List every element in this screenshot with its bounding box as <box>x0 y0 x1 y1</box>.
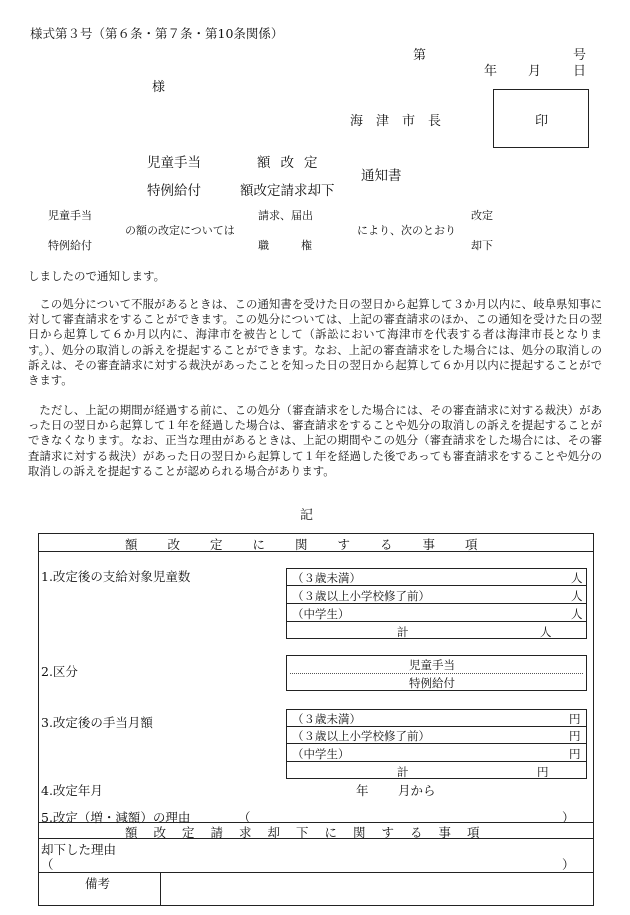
item4-month: 月から <box>398 783 436 798</box>
notice-option-request: 請求、届出 <box>258 209 313 222</box>
item3-label: 3.改定後の手当月額 <box>41 715 153 730</box>
item2-option-special-benefit: 特例給付 <box>409 676 455 690</box>
item3-row1-label: （３歳未満） <box>292 712 361 726</box>
item3-total-unit: 円 <box>537 765 549 779</box>
form-number: 様式第３号（第６条・第７条・第10条関係） <box>30 26 284 41</box>
item1-label: 1.改定後の支給対象児童数 <box>41 569 191 584</box>
item1-row2-unit: 人 <box>571 589 583 603</box>
item2-label: 2.区分 <box>41 664 78 679</box>
seal-box <box>493 89 589 148</box>
ki-heading: 記 <box>300 508 314 523</box>
item3-row1-unit: 円 <box>569 712 581 726</box>
item1-row3-label: （中学生） <box>292 607 350 621</box>
rejection-open-paren: （ <box>41 857 54 872</box>
item3-row2-label: （３歳以上小学校修了前） <box>292 729 430 743</box>
seal-label: 印 <box>535 114 549 129</box>
item1-row1-unit: 人 <box>571 571 583 585</box>
remarks-label: 備考 <box>85 876 111 891</box>
item5-open-paren: （ <box>238 810 251 825</box>
notice-text-1: の額の改定については <box>125 224 235 237</box>
notice-option-revise: 改定 <box>471 209 493 222</box>
item5-label: 5.改定（増・減額）の理由 <box>41 810 191 825</box>
issuer-name: 海津市長 <box>350 114 455 129</box>
item4-year: 年 <box>356 783 369 798</box>
section1-header: 額改定に関する事項 <box>125 537 508 552</box>
title-special-benefit: 特例給付 <box>147 183 201 199</box>
title-amount-revision: 額改定 <box>257 155 328 171</box>
date-day: 日 <box>573 64 587 79</box>
rejection-reason-label: 却下した理由 <box>41 842 117 857</box>
notice-option-reject: 却下 <box>471 239 493 252</box>
addressee-suffix: 様 <box>152 80 166 95</box>
item1-total-unit: 人 <box>540 625 552 639</box>
item3-row3-label: （中学生） <box>292 747 350 761</box>
appeal-paragraph-2: ただし、上記の期間が経過する前に、この処分（審査請求をした場合には、その審査請求に対する裁決）があった日の翌日から起算して１年を経過した場合は、審査請求をすることや処分の取消しの訴えを提起することができなくなります。なお、正当な理由があるときは、上記の期間やこの処分（審査請求をした場合には、その審査請求に対する裁決）があった日の翌日から起算して１年を経過した後であっても審査請求をすることや処分の取消しの訴えを提起することが認められる場合があります。 <box>28 403 602 478</box>
date-month: 月 <box>528 64 542 79</box>
item4-label: 4.改定年月 <box>41 783 103 798</box>
item2-option-child-allowance: 児童手当 <box>409 658 455 672</box>
notice-option-child-allowance: 児童手当 <box>48 209 92 222</box>
notice-text-2: により、次のとおり <box>357 224 456 237</box>
item3-row2-unit: 円 <box>569 729 581 743</box>
item3-row3-unit: 円 <box>569 747 581 761</box>
item3-total-label: 計 <box>397 765 409 779</box>
item1-row2-label: （３歳以上小学校修了前） <box>292 589 430 603</box>
item1-row1-label: （３歳未満） <box>292 571 361 585</box>
notice-option-authority: 職権 <box>258 239 344 252</box>
document-number-suffix: 号 <box>573 48 587 63</box>
notice-closing: しましたので通知します。 <box>28 269 166 283</box>
title-notice: 通知書 <box>361 168 402 184</box>
item1-row3-unit: 人 <box>571 607 583 621</box>
rejection-close-paren: ） <box>562 857 575 872</box>
notice-option-special-benefit: 特例給付 <box>48 239 92 252</box>
document-number-prefix: 第 <box>413 48 427 63</box>
appeal-paragraph-1: この処分について不服があるときは、この通知書を受けた日の翌日から起算して３か月以内に、岐阜県知事に対して審査請求をすることができます。この処分については、上記の審査請求のほか、この通知を受けた日の翌日から起算して６か月以内に、海津市を被告として（訴訟において海津市を代表する者は海津市長となります。）、処分の取消しの訴えを提起することができます。なお、上記の審査請求をした場合には、処分の取消しの訴えは、その審査請求に対する裁決があったことを知った日の翌日から起算して６か月以内に提起することができます。 <box>28 297 602 388</box>
item5-close-paren: ） <box>562 810 575 825</box>
item1-total-label: 計 <box>397 625 409 639</box>
title-rejection: 額改定請求却下 <box>240 183 335 199</box>
title-child-allowance: 児童手当 <box>147 155 201 171</box>
date-year: 年 <box>484 64 498 79</box>
section2-header: 額改定請求却下に関する事項 <box>125 825 496 840</box>
